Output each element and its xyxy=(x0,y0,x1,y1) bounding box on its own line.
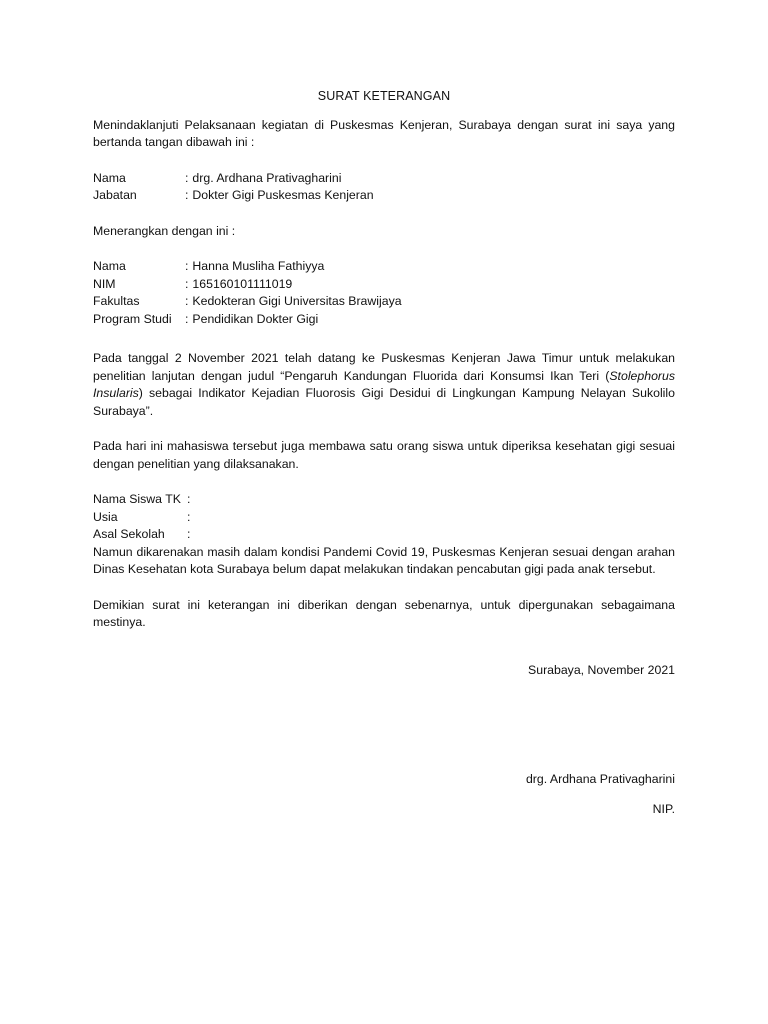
pandemic-paragraph: Namun dikarenakan masih dalam kondisi Pandemi Covid 19, Puskesmas Kenjeran sesuai dengan arahan Dinas Kesehatan kota Surabaya belum dapat melakukan tindakan pencabutan gigi pada anak tersebut. xyxy=(93,544,675,576)
signer-name: drg. Ardhana Prativagharini xyxy=(525,772,675,786)
field-value: : xyxy=(187,509,191,524)
states-line: Menerangkan dengan ini : xyxy=(93,223,236,238)
field-row xyxy=(93,491,675,509)
closing-paragraph: Demikian surat ini keterangan ini diberikan dengan sebenarnya, untuk dipergunakan sebagaimana mestinya. xyxy=(93,597,675,629)
field-value: : Kedokteran Gigi Universitas Brawijaya xyxy=(185,294,402,308)
letter-title: SURAT KETERANGAN xyxy=(317,89,451,103)
intro-paragraph: Menindaklanjuti Pelaksanaan kegiatan di Puskesmas Kenjeran, Surabaya dengan surat ini saya yang bertanda tangan dibawah ini : xyxy=(93,117,675,149)
field-row xyxy=(93,258,675,276)
research-text-start: Pada tanggal 2 November 2021 telah datang ke Puskesmas Kenjeran Jawa Timur untuk melakukan penelitian lanjutan dengan judul “Pengaruh Kandungan Fluorida dari Konsumsi Ikan Teri ( xyxy=(93,351,675,383)
field-row xyxy=(93,187,675,205)
field-row xyxy=(93,276,675,294)
field-label: Program Studi xyxy=(93,311,172,326)
research-paragraph xyxy=(93,350,675,420)
field-label: Asal Sekolah xyxy=(93,527,165,541)
place-date: Surabaya, November 2021 xyxy=(528,663,675,677)
field-row xyxy=(93,526,675,544)
field-value: : Dokter Gigi Puskesmas Kenjeran xyxy=(185,188,374,202)
field-value-text: Dokter Gigi Puskesmas Kenjeran xyxy=(192,188,374,202)
species-name: Stolephorus Insularis xyxy=(93,368,675,400)
field-value: : Hanna Musliha Fathiyya xyxy=(185,259,325,273)
letter-body xyxy=(93,88,675,632)
field-value-text: drg. Ardhana Prativagharini xyxy=(192,170,342,185)
field-value: : xyxy=(187,527,191,541)
field-label: Nama xyxy=(93,170,126,185)
field-row xyxy=(93,170,675,188)
field-label: Nama xyxy=(93,259,126,273)
field-value: : 165160101111019 xyxy=(185,276,293,291)
field-label: NIM xyxy=(93,276,116,291)
signer-fields xyxy=(93,170,675,205)
field-value-text: Hanna Musliha Fathiyya xyxy=(192,259,325,273)
field-value: : Pendidikan Dokter Gigi xyxy=(185,311,319,326)
child-fields xyxy=(93,491,675,544)
field-value-text: Kedokteran Gigi Universitas Brawijaya xyxy=(192,294,402,308)
field-label: Nama Siswa TK xyxy=(93,492,181,506)
field-label: Jabatan xyxy=(93,188,137,202)
field-label: Usia xyxy=(93,509,118,524)
visit-paragraph: Pada hari ini mahasiswa tersebut juga membawa satu orang siswa untuk diperiksa kesehatan gigi sesuai dengan penelitian yang dilaksanakan. xyxy=(93,439,675,471)
field-value-text: 165160101111019 xyxy=(192,276,293,291)
field-value: : drg. Ardhana Prativagharini xyxy=(185,170,342,185)
student-fields xyxy=(93,258,675,328)
research-text-end: ) sebagai Indikator Kejadian Fluorosis Gigi Desidui di Lingkungan Kampung Nelayan Sukolilo Surabaya”. xyxy=(93,386,675,418)
field-label: Fakultas xyxy=(93,294,140,308)
field-value: : xyxy=(187,492,191,506)
field-row xyxy=(93,509,675,527)
field-row xyxy=(93,311,675,329)
field-value-text: Pendidikan Dokter Gigi xyxy=(192,311,319,326)
nip-label: NIP. xyxy=(652,802,675,816)
field-row xyxy=(93,293,675,311)
